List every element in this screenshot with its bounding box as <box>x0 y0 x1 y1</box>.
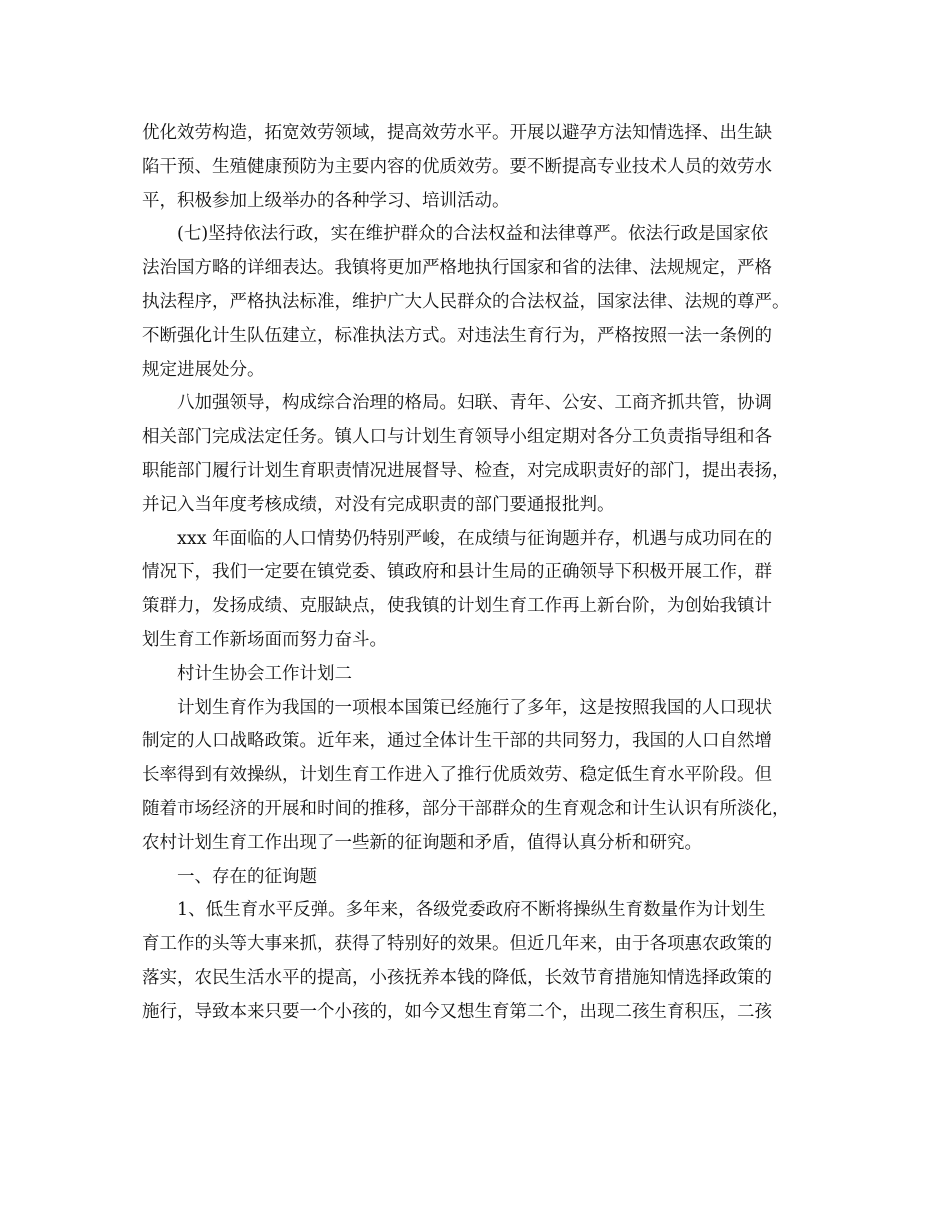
text-line: 育工作的头等大事来抓，获得了特别好的效果。但近几年来，由于各项惠农政策的 <box>142 934 772 955</box>
text-line: 1、低生育水平反弹。多年来，各级党委政府不断将操纵生育数量作为计划生 <box>177 900 766 921</box>
text-line: (七)坚持依法行政，实在维护群众的合法权益和法律尊严。依法行政是国家依 <box>177 224 769 245</box>
text-line: 执法程序，严格执法标准，维护广大人民群众的合法权益，国家法律、法规的尊严。 <box>142 291 790 312</box>
document-body <box>142 117 832 1030</box>
text-line: 计划生育作为我国的一项根本国策已经施行了多年，这是按照我国的人口现状 <box>177 697 772 718</box>
text-line: 一、存在的征询题 <box>177 866 317 887</box>
text-line: 并记入当年度考核成绩，对没有完成职责的部门要通报批判。 <box>142 494 615 515</box>
text-line: 优化效劳构造，拓宽效劳领域，提高效劳水平。开展以避孕方法知情选择、出生缺 <box>142 123 772 143</box>
text-line: 相关部门完成法定任务。镇人口与计划生育领导小组定期对各分工负责指导组和各 <box>142 427 772 448</box>
text-line: 村计生协会工作计划二 <box>177 663 352 684</box>
text-line: 制定的人口战略政策。近年来，通过全体计生干部的共同努力，我国的人口自然增 <box>142 731 772 752</box>
text-line: 划生育工作新场面而努力奋斗。 <box>142 629 387 650</box>
text-line: 规定进展处分。 <box>142 359 265 380</box>
text-line: 陷干预、生殖健康预防为主要内容的优质效劳。要不断提高专业技术人员的效劳水 <box>142 156 772 177</box>
text-line: 法治国方略的详细表达。我镇将更加严格地执行国家和省的法律、法规规定，严格 <box>142 258 772 279</box>
text-line: 八加强领导，构成综合治理的格局。妇联、青年、公安、工商齐抓共管，协调 <box>177 393 772 414</box>
text-line: 农村计划生育工作出现了一些新的征询题和矛盾，值得认真分析和研究。 <box>142 832 702 853</box>
text-line: 落实，农民生活水平的提高，小孩抚养本钱的降低，长效节育措施知情选择政策的 <box>142 967 772 988</box>
text-line: 施行，导致本来只要一个小孩的，如今又想生育第二个，出现二孩生育积压，二孩 <box>142 1001 772 1022</box>
text-line: 情况下，我们一定要在镇党委、镇政府和县计生局的正确领导下积极开展工作，群 <box>142 562 772 583</box>
text-line: 随着市场经济的开展和时间的推移，部分干部群众的生育观念和计生认识有所淡化， <box>142 798 790 819</box>
text-line: 长率得到有效操纵，计划生育工作进入了推行优质效劳、稳定低生育水平阶段。但 <box>142 765 772 786</box>
text-line: 平，积极参加上级举办的各种学习、培训活动。 <box>142 190 510 211</box>
text-line: 职能部门履行计划生育职责情况进展督导、检查，对完成职责好的部门，提出表扬， <box>142 460 790 481</box>
text-line: xxx 年面临的人口情势仍特别严峻，在成绩与征询题并存，机遇与成功同在的 <box>177 528 773 549</box>
text-line: 策群力，发扬成绩、克服缺点，使我镇的计划生育工作再上新台阶，为创始我镇计 <box>142 596 772 617</box>
text-line: 不断强化计生队伍建立，标准执法方式。对违法生育行为，严格按照一法一条例的 <box>142 325 772 346</box>
